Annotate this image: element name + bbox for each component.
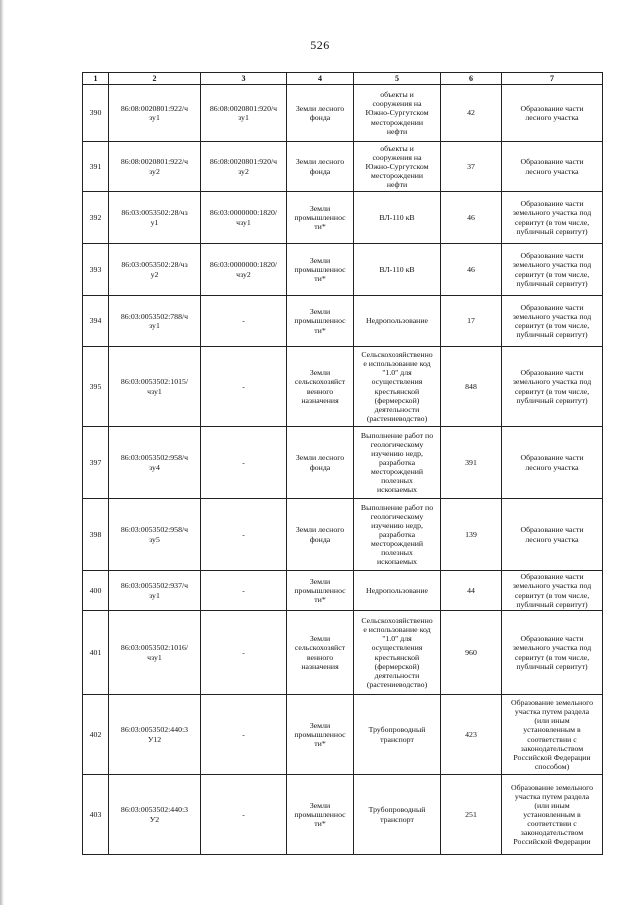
area: 46 xyxy=(441,244,502,296)
area: 960 xyxy=(441,611,502,695)
page-number: 526 xyxy=(310,38,330,52)
source-cadastral-id: - xyxy=(201,775,287,855)
source-cadastral-id: - xyxy=(201,611,287,695)
table-row xyxy=(83,427,603,499)
source-cadastral-id: 86:08:0020801:920/ч зу2 xyxy=(201,142,287,192)
formation-method: Образование части земельного участка под сервитут (в том числе, публичный сервитут) xyxy=(502,192,603,244)
source-cadastral-id: - xyxy=(201,427,287,499)
formation-method: Образование части земельного участка под сервитут (в том числе, публичный сервитут) xyxy=(502,571,603,611)
column-header: 4 xyxy=(287,73,354,85)
land-plots-table xyxy=(82,72,603,855)
column-header: 5 xyxy=(354,73,441,85)
source-cadastral-id: 86:03:0000000:1820/ чзу2 xyxy=(201,244,287,296)
new-cadastral-id: 86:08:0020801:922/ч зу1 xyxy=(109,85,201,142)
row-number: 402 xyxy=(83,695,109,775)
row-number: 397 xyxy=(83,427,109,499)
table-row xyxy=(83,499,603,571)
land-category: Земли сельскохозяйст венного назначения xyxy=(287,347,354,427)
new-cadastral-id: 86:03:0053502:788/ч зу1 xyxy=(109,296,201,347)
row-number: 391 xyxy=(83,142,109,192)
land-category: Земли промышленнос ти* xyxy=(287,192,354,244)
permitted-use: объекты и сооружения на Южно-Сургутском месторождении нефти xyxy=(354,142,441,192)
new-cadastral-id: 86:03:0053502:28/чз у2 xyxy=(109,244,201,296)
new-cadastral-id: 86:03:0053502:1015/ чзу1 xyxy=(109,347,201,427)
row-number: 395 xyxy=(83,347,109,427)
land-category: Земли промышленнос ти* xyxy=(287,296,354,347)
column-header: 3 xyxy=(201,73,287,85)
source-cadastral-id: - xyxy=(201,571,287,611)
table-header-row xyxy=(83,73,603,85)
source-cadastral-id: - xyxy=(201,296,287,347)
area: 17 xyxy=(441,296,502,347)
table-row xyxy=(83,611,603,695)
source-cadastral-id: - xyxy=(201,695,287,775)
permitted-use: Сельскохозяйственно е использование код "1.0" для осуществления крестьянской (фермерской) деятельности (растениеводство) xyxy=(354,347,441,427)
table-row xyxy=(83,347,603,427)
formation-method: Образование части лесного участка xyxy=(502,85,603,142)
permitted-use: Недропользование xyxy=(354,296,441,347)
table-row xyxy=(83,244,603,296)
new-cadastral-id: 86:03:0053502:28/чз у1 xyxy=(109,192,201,244)
table-row xyxy=(83,142,603,192)
area: 423 xyxy=(441,695,502,775)
column-header: 1 xyxy=(83,73,109,85)
land-category: Земли лесного фонда xyxy=(287,142,354,192)
land-category: Земли лесного фонда xyxy=(287,499,354,571)
row-number: 403 xyxy=(83,775,109,855)
land-category: Земли промышленнос ти* xyxy=(287,775,354,855)
formation-method: Образование части земельного участка под сервитут (в том числе, публичный сервитут) xyxy=(502,296,603,347)
land-category: Земли лесного фонда xyxy=(287,85,354,142)
scan-edge xyxy=(0,0,4,905)
row-number: 390 xyxy=(83,85,109,142)
source-cadastral-id: - xyxy=(201,347,287,427)
column-header: 6 xyxy=(441,73,502,85)
new-cadastral-id: 86:03:0053502:440:3 У12 xyxy=(109,695,201,775)
area: 848 xyxy=(441,347,502,427)
new-cadastral-id: 86:03:0053502:440:3 У2 xyxy=(109,775,201,855)
permitted-use: Сельскохозяйственно е использование код "1.0" для осуществления крестьянской (фермерской) деятельности (растениеводство) xyxy=(354,611,441,695)
area: 37 xyxy=(441,142,502,192)
land-category: Земли лесного фонда xyxy=(287,427,354,499)
source-cadastral-id: 86:03:0000000:1820/ чзу1 xyxy=(201,192,287,244)
new-cadastral-id: 86:03:0053502:937/ч зу1 xyxy=(109,571,201,611)
area: 46 xyxy=(441,192,502,244)
new-cadastral-id: 86:03:0053502:1016/ чзу1 xyxy=(109,611,201,695)
permitted-use: объекты и сооружения на Южно-Сургутском месторождении нефти xyxy=(354,85,441,142)
table-row xyxy=(83,695,603,775)
land-category: Земли сельскохозяйст венного назначения xyxy=(287,611,354,695)
table-row xyxy=(83,775,603,855)
formation-method: Образование части земельного участка под сервитут (в том числе, публичный сервитут) xyxy=(502,347,603,427)
row-number: 394 xyxy=(83,296,109,347)
table-row xyxy=(83,192,603,244)
area: 44 xyxy=(441,571,502,611)
area: 139 xyxy=(441,499,502,571)
new-cadastral-id: 86:08:0020801:922/ч зу2 xyxy=(109,142,201,192)
land-category: Земли промышленнос ти* xyxy=(287,695,354,775)
area: 391 xyxy=(441,427,502,499)
formation-method: Образование земельного участка путем раздела (или иным установленным в соответствии с законодательством Российской Федерации способом) xyxy=(502,695,603,775)
new-cadastral-id: 86:03:0053502:958/ч зу5 xyxy=(109,499,201,571)
column-header: 7 xyxy=(502,73,603,85)
source-cadastral-id: - xyxy=(201,499,287,571)
row-number: 401 xyxy=(83,611,109,695)
formation-method: Образование земельного участка путем раздела (или иным установленным в соответствии с законодательством Российской Федерации xyxy=(502,775,603,855)
row-number: 393 xyxy=(83,244,109,296)
formation-method: Образование части лесного участка xyxy=(502,427,603,499)
table-row xyxy=(83,296,603,347)
permitted-use: ВЛ-110 кВ xyxy=(354,244,441,296)
permitted-use: Трубопроводный транспорт xyxy=(354,695,441,775)
table-row xyxy=(83,85,603,142)
area: 42 xyxy=(441,85,502,142)
formation-method: Образование части земельного участка под сервитут (в том числе, публичный сервитут) xyxy=(502,611,603,695)
source-cadastral-id: 86:08:0020801:920/ч зу1 xyxy=(201,85,287,142)
row-number: 398 xyxy=(83,499,109,571)
column-header: 2 xyxy=(109,73,201,85)
permitted-use: Выполнение работ по геологическому изучению недр, разработка месторождений полезных ископаемых xyxy=(354,499,441,571)
permitted-use: Недропользование xyxy=(354,571,441,611)
permitted-use: Выполнение работ по геологическому изучению недр, разработка месторождений полезных ископаемых xyxy=(354,427,441,499)
formation-method: Образование части лесного участка xyxy=(502,499,603,571)
permitted-use: ВЛ-110 кВ xyxy=(354,192,441,244)
formation-method: Образование части земельного участка под сервитут (в том числе, публичный сервитут) xyxy=(502,244,603,296)
row-number: 400 xyxy=(83,571,109,611)
new-cadastral-id: 86:03:0053502:958/ч зу4 xyxy=(109,427,201,499)
land-category: Земли промышленнос ти* xyxy=(287,571,354,611)
formation-method: Образование части лесного участка xyxy=(502,142,603,192)
table-row xyxy=(83,571,603,611)
area: 251 xyxy=(441,775,502,855)
row-number: 392 xyxy=(83,192,109,244)
land-category: Земли промышленнос ти* xyxy=(287,244,354,296)
permitted-use: Трубопроводный транспорт xyxy=(354,775,441,855)
